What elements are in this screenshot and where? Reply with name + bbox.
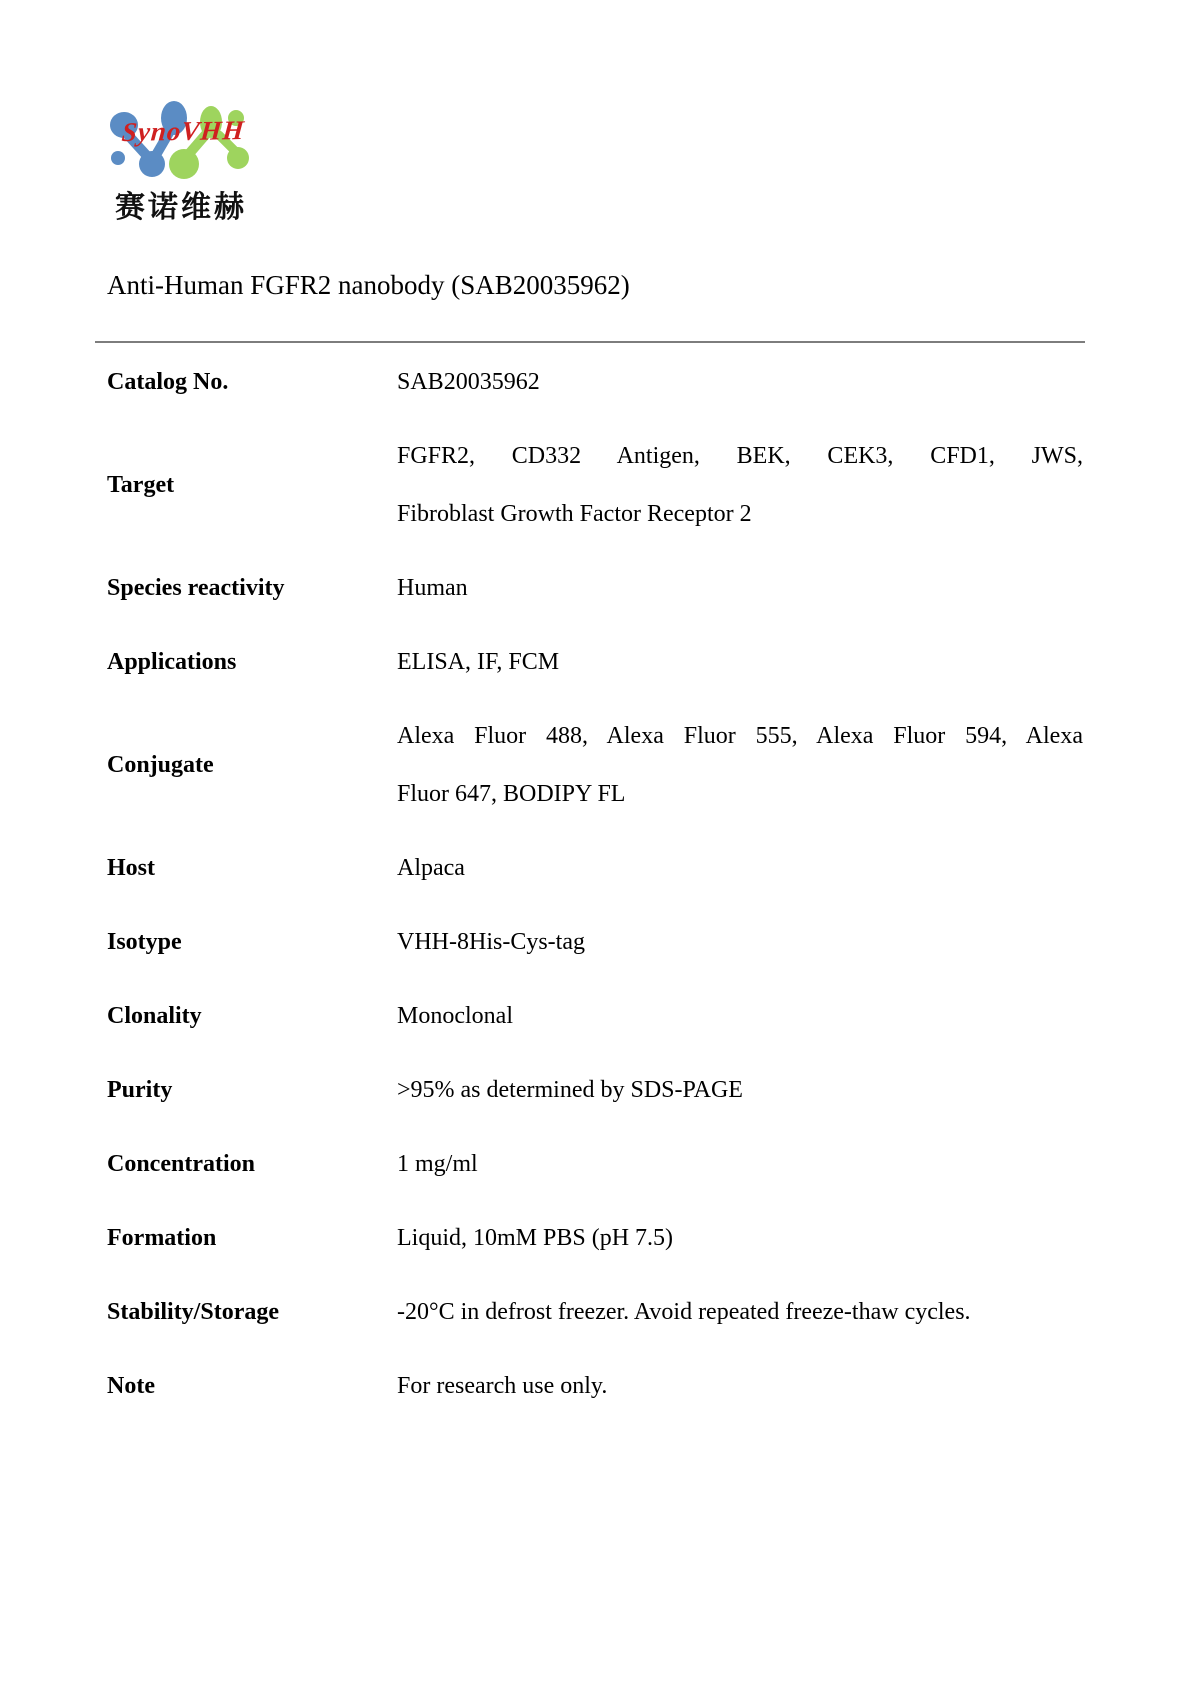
spec-label: Purity — [107, 1077, 173, 1103]
page-title: Anti-Human FGFR2 nanobody (SAB20035962) — [107, 270, 630, 300]
spec-value: SAB20035962 — [397, 369, 540, 395]
spec-row — [107, 1201, 1083, 1275]
spec-label: Conjugate — [107, 752, 214, 778]
spec-value — [397, 419, 1083, 551]
spec-label: Clonality — [107, 1003, 202, 1029]
spec-row — [107, 979, 1083, 1053]
spec-value: ELISA, IF, FCM — [397, 649, 560, 675]
spec-value: Human — [397, 575, 468, 601]
company-name-chinese: 赛诺维赫 — [115, 191, 247, 224]
spec-value-line: Fluor 647, BODIPY FL — [397, 781, 626, 807]
spec-row — [107, 1053, 1083, 1127]
spec-value: 1 mg/ml — [397, 1151, 478, 1177]
spec-row — [107, 419, 1083, 551]
spec-value-line: Alexa Fluor 488, Alexa Fluor 555, Alexa Fluor 594, Alexa — [397, 723, 1083, 749]
spec-row — [107, 1275, 1083, 1349]
spec-label: Target — [107, 472, 175, 498]
spec-label: Concentration — [107, 1151, 255, 1177]
spec-value-line: Fibroblast Growth Factor Receptor 2 — [397, 501, 752, 527]
spec-row — [107, 1349, 1083, 1423]
spec-label: Note — [107, 1373, 155, 1399]
spec-row — [107, 345, 1083, 419]
spec-table — [107, 345, 1083, 1423]
title-divider — [95, 341, 1085, 343]
spec-value: >95% as determined by SDS-PAGE — [397, 1077, 743, 1103]
spec-label: Species reactivity — [107, 575, 285, 601]
spec-label: Formation — [107, 1225, 217, 1251]
spec-value — [397, 699, 1083, 831]
spec-row — [107, 625, 1083, 699]
spec-row — [107, 831, 1083, 905]
spec-row — [107, 699, 1083, 831]
spec-label: Host — [107, 855, 155, 881]
company-logo — [95, 90, 250, 224]
spec-value: Alpaca — [397, 855, 465, 881]
spec-label: Stability/Storage — [107, 1299, 279, 1325]
spec-table-body — [107, 345, 1083, 1423]
spec-value: Liquid, 10mM PBS (pH 7.5) — [397, 1225, 674, 1251]
spec-label: Applications — [107, 649, 237, 675]
spec-value: -20°C in defrost freezer. Avoid repeated freeze-thaw cycles. — [397, 1299, 971, 1325]
spec-value: VHH-8His-Cys-tag — [397, 929, 585, 955]
spec-label: Isotype — [107, 929, 182, 955]
spec-row — [107, 1127, 1083, 1201]
spec-row — [107, 905, 1083, 979]
spec-label: Catalog No. — [107, 369, 229, 395]
spec-row — [107, 551, 1083, 625]
spec-value-line: FGFR2, CD332 Antigen, BEK, CEK3, CFD1, JWS, — [397, 443, 1083, 469]
spec-value: Monoclonal — [397, 1003, 513, 1029]
logo-brand-text: SynoVHH — [120, 114, 246, 148]
spec-value: For research use only. — [397, 1373, 608, 1399]
